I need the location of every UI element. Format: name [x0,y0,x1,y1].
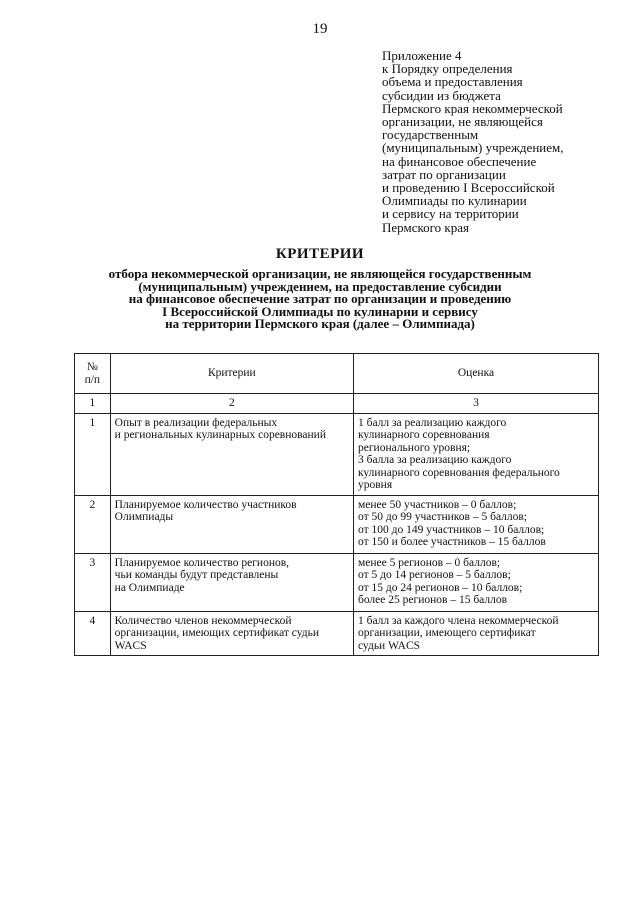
score-line: менее 50 участников – 0 баллов; [357,498,517,511]
criteria-line: организации, имеющих сертификат судьи [114,627,320,639]
column-index-row [75,394,599,414]
appendix-line: к Порядку определения [382,61,513,77]
score-line: кулинарного соревнования [357,429,490,441]
score-line: от 5 до 14 регионов – 5 баллов; [357,569,511,581]
header-number-abbr: п/п [84,373,101,386]
score-line: от 150 и более участников – 15 баллов [357,536,546,548]
subtitle-line: на территории Пермского края (далее – Олимпиада) [165,316,475,332]
table-row [75,413,599,495]
subtitle-line: (муниципальным) учреждением, на предоставление субсидии [138,278,502,294]
header-score: Оценка [353,354,598,394]
criteria-table [74,353,599,656]
appendix-line: государственным [382,127,479,143]
header-number-symbol: № [86,361,98,373]
appendix-line: Приложение 4 [382,48,462,63]
criteria-cell [110,413,353,495]
criteria-line: Олимпиады [114,511,174,523]
subtitle-line: I Всероссийской Олимпиады по кулинарии и сервису [162,303,478,319]
appendix-line: Пермского края [382,219,469,235]
column-index: 1 [75,394,111,414]
appendix-line: (муниципальным) учреждением, [382,140,564,156]
table-row [75,553,599,611]
score-line: судьи WACS [357,639,421,652]
score-line: уровня [357,479,393,491]
column-index: 3 [353,394,598,414]
score-line: от 15 до 24 регионов – 10 баллов; [357,581,523,594]
row-number: 4 [75,611,111,656]
score-line: от 100 до 149 участников – 10 баллов; [357,523,545,536]
table-row [75,611,599,656]
score-cell [353,553,598,611]
score-line: организации, имеющего сертификат [357,627,536,639]
criteria-cell [110,495,353,553]
score-cell [353,611,598,656]
appendix-line: и сервису на территории [382,206,519,222]
criteria-line: Количество членов некоммерческой [114,614,292,627]
score-line: регионального уровня; [357,441,471,454]
criteria-line: WACS [114,639,147,652]
row-number: 2 [75,495,111,553]
score-cell [353,413,598,495]
score-line: 1 балл за реализацию каждого [357,416,507,429]
appendix-line: субсидии из бюджета [382,87,501,103]
score-line: 3 балла за реализацию каждого [357,454,512,466]
document-title: КРИТЕРИИ [275,246,365,262]
appendix-line: затрат по организации [382,166,506,182]
row-number: 1 [75,413,111,495]
criteria-cell [110,553,353,611]
criteria-line: Опыт в реализации федеральных [114,416,278,429]
subtitle-line: отбора некоммерческой организации, не являющейся государственным [108,266,532,281]
header-criteria: Критерии [110,354,353,394]
criteria-line: чьи команды будут представлены [114,569,279,581]
score-line: от 50 до 99 участников – 5 баллов; [357,511,528,523]
score-line: кулинарного соревнования федерального [357,466,560,479]
page-number: 19 [312,21,328,37]
table-header-row [75,354,599,394]
score-line: 1 балл за каждого члена некоммерческой [357,614,559,627]
appendix-line: на финансовое обеспечение [382,153,537,169]
appendix-line: Пермского края некоммерческой [382,100,563,116]
appendix-line: организации, не являющейся [382,114,543,130]
document-subtitle [60,268,580,331]
appendix-block [382,49,622,234]
criteria-cell [110,611,353,656]
criteria-line: Планируемое количество участников [114,498,297,511]
column-index: 2 [110,394,353,414]
appendix-line: и проведению I Всероссийской [382,180,555,196]
criteria-line: и региональных кулинарных соревнований [114,429,326,441]
score-line: более 25 регионов – 15 баллов [357,594,508,606]
header-number [75,354,111,394]
score-cell [353,495,598,553]
score-line: менее 5 регионов – 0 баллов; [357,556,501,569]
row-number: 3 [75,553,111,611]
appendix-line: Олимпиады по кулинарии [382,193,527,209]
criteria-line: Планируемое количество регионов, [114,556,290,569]
subtitle-line: на финансовое обеспечение затрат по организации и проведению [128,291,512,307]
appendix-line: объема и предоставления [382,74,523,90]
criteria-line: на Олимпиаде [114,581,185,594]
table-row [75,495,599,553]
